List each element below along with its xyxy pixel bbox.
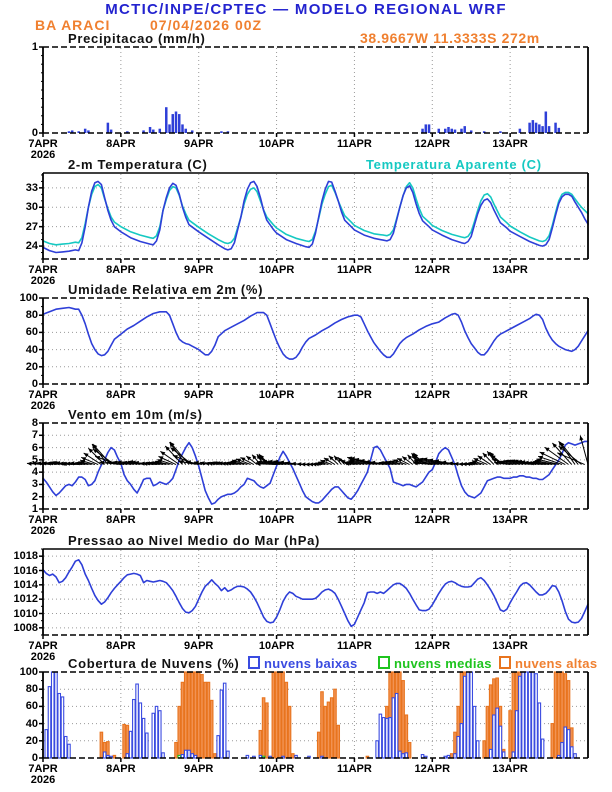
x-tick-label-wind: 7APR bbox=[28, 514, 58, 526]
legend-item-nuvens-baixas bbox=[248, 656, 358, 671]
x-tick-label-pressure: 11APR bbox=[336, 640, 372, 652]
x-tick-label-precipitation: 8APR bbox=[106, 138, 136, 150]
panel-clouds bbox=[39, 672, 588, 762]
x-tick-label-precipitation: 12APR bbox=[414, 138, 451, 150]
y-tick-label-wind: 7 bbox=[31, 429, 38, 442]
y-tick-label-pressure: 1016 bbox=[13, 564, 38, 577]
x-tick-label-temperature: 11APR bbox=[336, 264, 372, 276]
y-tick-label-wind: 4 bbox=[31, 466, 38, 479]
x-tick-label-temperature: 12APR bbox=[414, 264, 451, 276]
x-tick-label-pressure: 13APR bbox=[492, 640, 528, 652]
y-tick-label-humidity: 60 bbox=[25, 326, 38, 339]
run-datetime-label: 07/04/2026 00Z bbox=[150, 17, 263, 33]
x-tick-label-clouds: 7APR bbox=[28, 763, 58, 775]
y-tick-label-pressure: 1010 bbox=[13, 607, 38, 620]
x-year-label-temperature: 2026 bbox=[30, 275, 56, 287]
y-tick-label-pressure: 1012 bbox=[13, 593, 38, 606]
y-tick-label-clouds: 20 bbox=[25, 734, 38, 747]
x-tick-label-pressure: 12APR bbox=[414, 640, 451, 652]
y-tick-label-wind: 1 bbox=[31, 503, 38, 515]
x-tick-label-wind: 11APR bbox=[336, 514, 372, 526]
y-tick-label-wind: 6 bbox=[31, 441, 38, 454]
y-tick-label-temperature: 33 bbox=[25, 181, 38, 194]
y-tick-label-humidity: 20 bbox=[25, 360, 38, 373]
legend-item-nuvens-medias bbox=[378, 656, 492, 671]
y-tick-label-humidity: 40 bbox=[25, 343, 38, 356]
y-tick-label-precipitation: 1 bbox=[31, 41, 38, 53]
y-tick-label-clouds: 100 bbox=[19, 666, 38, 678]
x-tick-label-humidity: 11APR bbox=[336, 389, 372, 401]
y-tick-label-wind: 3 bbox=[31, 478, 38, 491]
panel-pressure bbox=[39, 549, 588, 639]
wind-arrows bbox=[27, 436, 588, 467]
x-tick-label-clouds: 8APR bbox=[106, 763, 136, 775]
x-tick-label-pressure: 7APR bbox=[28, 640, 58, 652]
x-tick-label-humidity: 8APR bbox=[106, 389, 136, 401]
legend-label-nuvens-baixas: nuvens baixas bbox=[264, 656, 358, 671]
x-tick-label-humidity: 13APR bbox=[492, 389, 528, 401]
x-tick-label-precipitation: 9APR bbox=[184, 138, 214, 150]
y-tick-label-humidity: 0 bbox=[31, 378, 38, 390]
x-tick-label-precipitation: 10APR bbox=[258, 138, 295, 150]
y-tick-label-temperature: 27 bbox=[25, 220, 38, 233]
x-year-label-humidity: 2026 bbox=[30, 400, 56, 412]
x-tick-label-precipitation: 7APR bbox=[28, 138, 58, 150]
panel-temperature bbox=[39, 173, 588, 263]
y-tick-label-pressure: 1018 bbox=[13, 550, 38, 563]
x-tick-label-clouds: 12APR bbox=[414, 763, 451, 775]
y-tick-label-temperature: 24 bbox=[25, 240, 38, 253]
legend-label-nuvens-medias: nuvens medias bbox=[394, 656, 492, 671]
y-tick-label-wind: 2 bbox=[31, 490, 38, 503]
panel-title-wind: Vento em 10m (m/s) bbox=[68, 407, 203, 422]
y-tick-label-clouds: 80 bbox=[25, 683, 38, 696]
panel-wind bbox=[27, 423, 588, 513]
x-tick-label-wind: 12APR bbox=[414, 514, 451, 526]
x-tick-label-wind: 9APR bbox=[184, 514, 214, 526]
y-tick-label-clouds: 40 bbox=[25, 717, 38, 730]
y-tick-label-humidity: 100 bbox=[19, 292, 38, 304]
station-label: BA ARACI bbox=[35, 17, 111, 33]
x-tick-label-precipitation: 11APR bbox=[336, 138, 372, 150]
nuvens-medias-swatch-icon bbox=[378, 656, 390, 669]
x-tick-label-clouds: 13APR bbox=[492, 763, 528, 775]
x-year-label-clouds: 2026 bbox=[30, 774, 56, 786]
panel-title-pressure: Pressao ao Nivel Medio do Mar (hPa) bbox=[68, 533, 321, 548]
y-tick-label-pressure: 1008 bbox=[13, 621, 38, 634]
x-tick-label-wind: 8APR bbox=[106, 514, 136, 526]
x-year-label-pressure: 2026 bbox=[30, 651, 56, 663]
panel-precipitation bbox=[39, 47, 588, 137]
x-tick-label-wind: 13APR bbox=[492, 514, 528, 526]
x-tick-label-humidity: 9APR bbox=[184, 389, 214, 401]
x-year-label-precipitation: 2026 bbox=[30, 149, 56, 161]
panel-title-precipitation: Precipitacao (mm/h) bbox=[68, 31, 206, 46]
y-tick-label-wind: 8 bbox=[31, 417, 38, 429]
location-info-label: 38.9667W 11.3333S 272m bbox=[360, 30, 540, 46]
y-tick-label-temperature: 30 bbox=[25, 201, 38, 214]
y-tick-label-wind: 5 bbox=[31, 453, 38, 466]
x-tick-label-pressure: 10APR bbox=[258, 640, 295, 652]
x-tick-label-temperature: 9APR bbox=[184, 264, 214, 276]
legend-item-nuvens-altas bbox=[499, 656, 597, 671]
panel-title-clouds: Cobertura de Nuvens (%) bbox=[68, 656, 240, 671]
x-tick-label-pressure: 8APR bbox=[106, 640, 136, 652]
panel-title-humidity: Umidade Relativa em 2m (%) bbox=[68, 282, 264, 297]
page-title: MCTIC/INPE/CPTEC — MODELO REGIONAL WRF bbox=[105, 1, 507, 18]
legend-label-nuvens-altas: nuvens altas bbox=[515, 656, 598, 671]
x-tick-label-temperature: 13APR bbox=[492, 264, 528, 276]
x-tick-label-temperature: 8APR bbox=[106, 264, 136, 276]
y-tick-label-precipitation: 0 bbox=[31, 127, 38, 139]
x-tick-label-humidity: 12APR bbox=[414, 389, 451, 401]
x-tick-label-clouds: 11APR bbox=[336, 763, 372, 775]
x-tick-label-pressure: 9APR bbox=[184, 640, 214, 652]
y-tick-label-pressure: 1014 bbox=[13, 578, 38, 591]
x-tick-label-clouds: 9APR bbox=[184, 763, 214, 775]
panel-humidity bbox=[39, 298, 588, 388]
x-tick-label-clouds: 10APR bbox=[258, 763, 295, 775]
legend-apparent-temperature: Temperatura Aparente (C) bbox=[366, 157, 542, 172]
x-tick-label-precipitation: 13APR bbox=[492, 138, 528, 150]
y-tick-label-clouds: 60 bbox=[25, 700, 38, 713]
nuvens-altas-swatch-icon bbox=[499, 656, 511, 669]
x-tick-label-wind: 10APR bbox=[258, 514, 295, 526]
x-tick-label-humidity: 7APR bbox=[28, 389, 58, 401]
y-tick-label-humidity: 80 bbox=[25, 309, 38, 322]
x-year-label-wind: 2026 bbox=[30, 525, 56, 537]
x-tick-label-temperature: 10APR bbox=[258, 264, 295, 276]
x-tick-label-humidity: 10APR bbox=[258, 389, 295, 401]
x-tick-label-temperature: 7APR bbox=[28, 264, 58, 276]
y-tick-label-clouds: 0 bbox=[31, 752, 38, 764]
nuvens-baixas-swatch-icon bbox=[248, 656, 260, 669]
panel-title-temperature: 2-m Temperatura (C) bbox=[68, 157, 208, 172]
